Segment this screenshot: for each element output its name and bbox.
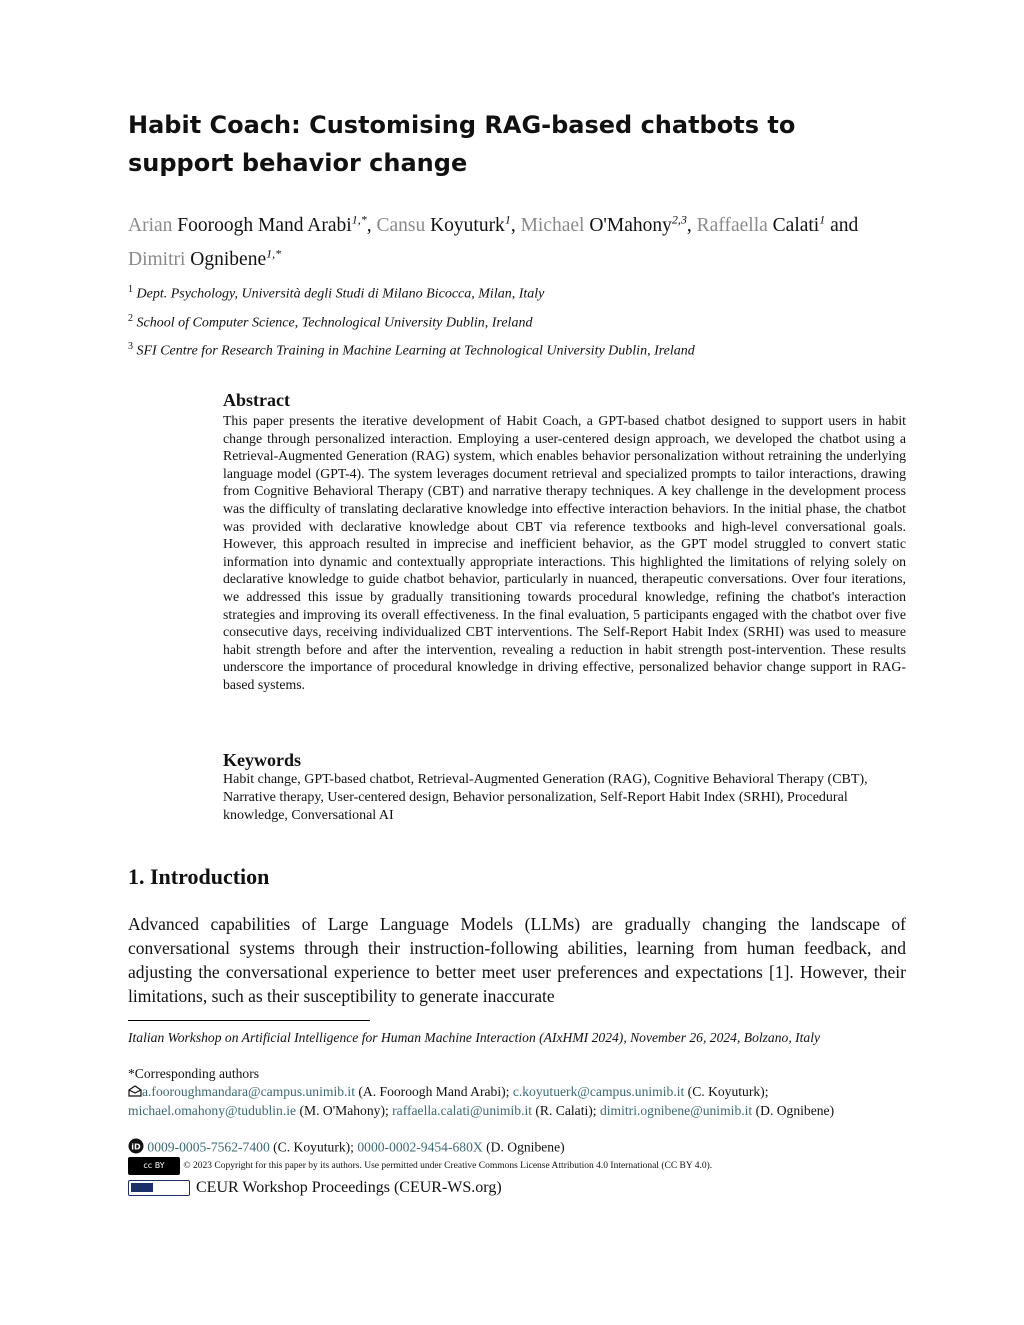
- footnote-copyright: [128, 1156, 908, 1175]
- orcid-link-ognibene[interactable]: 0000-0002-9454-680X: [357, 1139, 483, 1155]
- cc-by-license-icon: cc BY: [128, 1157, 180, 1175]
- ceur-logo-icon: [128, 1180, 190, 1196]
- svg-text:iD: iD: [131, 1142, 141, 1152]
- abstract-heading: Abstract: [223, 390, 290, 410]
- introduction-text: Advanced capabilities of Large Language Models (LLMs) are gradually changing the landscape of conversational systems through their instruction-following abilities, learning from human feedback, and adjusting the conversational experience to better meet user preferences and expectations [1]. However, their limitations, such as their susceptibility to generate inaccurate: [128, 914, 906, 1006]
- footnote-ceur: [128, 1178, 908, 1197]
- author-1: Arian Fooroogh Mand Arabi$^{1,*}$,: [128, 212, 377, 236]
- author-5: Dimitri Ognibene$^{1,*}$: [128, 246, 282, 270]
- author-2: Cansu Koyuturk$^1$,: [376, 212, 521, 236]
- keywords-text: Habit change, GPT-based chatbot, Retrieval-Augmented Generation (RAG), Cognitive Behavioral Therapy (CBT), Narrative therapy, User-centered design, Behavior personalization, Self-Report Habit Index (SRHI), Procedural knowledge, Conversational AI: [223, 772, 868, 823]
- affiliation-1: $^1$ Dept. Psychology, Università degli Studi di Milano Bicocca, Milan, Italy: [128, 284, 545, 302]
- email-link-ognibene[interactable]: dimitri.ognibene@unimib.it: [599, 1102, 753, 1118]
- footnote-orcids: iD 0009-0005-7562-7400 (C. Koyuturk); 0000-0002-9454-680X (D. Ognibene): [128, 1138, 908, 1159]
- author-3: Michael O'Mahony$^{2,3}$,: [520, 212, 697, 236]
- copyright-text: © 2023 Copyright for this paper by its authors. Use permitted under Creative Commons License Attribution 4.0 International (CC BY 4.0).: [183, 1160, 713, 1171]
- footnote-divider: [128, 1020, 370, 1021]
- email-link-fooroogh[interactable]: a.fooroughmandara@campus.unimib.it: [142, 1084, 355, 1099]
- email-link-calati[interactable]: raffaella.calati@unimib.it: [392, 1102, 532, 1118]
- footnote-emails: a.fooroughmandara@campus.unimib.it (A. Fooroogh Mand Arabi); c.koyutuerk@campus.unimib.it (C. Koyuturk); michael.omahony@tudublin.ie (M. O'Mahony); raffaella.calati@unimib.it (R. Calati); dimitri.ognibene@unimib.it (D. Ognibene): [128, 1084, 835, 1118]
- affiliations: [128, 278, 908, 364]
- section-heading-introduction: 1. Introduction: [128, 864, 270, 889]
- ceur-proceedings-text: CEUR Workshop Proceedings (CEUR-WS.org): [196, 1178, 502, 1196]
- author-list: [128, 205, 918, 274]
- affiliation-3: $^3$ SFI Centre for Research Training in Machine Learning at Technological University Dublin, Ireland: [128, 341, 695, 359]
- affiliation-2: $^2$ School of Computer Science, Technological University Dublin, Ireland: [128, 312, 533, 331]
- footnote-venue: Italian Workshop on Artificial Intelligence for Human Machine Interaction (AIxHMI 2024), November 26, 2024, Bolzano, Italy: [128, 1030, 821, 1045]
- envelope-icon: [128, 1084, 142, 1102]
- paper-title: Habit Coach: Customising RAG-based chatbots to support behavior change: [128, 111, 796, 177]
- abstract-text: This paper presents the iterative development of Habit Coach, a GPT-based chatbot designed to support users in habit change through personalized interaction. Employing a user-centered design approach, we developed the chatbot using a Retrieval-Augmented Generation (RAG) system, which enables behavior personalization without retraining the underlying language model (GPT-4). The system leverages document retrieval and specialized prompts to tailor interactions, drawing from Cognitive Behavioral Therapy (CBT) and narrative therapy techniques. A key challenge in the development process was the difficulty of translating declarative knowledge into effective interaction behaviors. In the initial phase, the chatbot was provided with declarative knowledge about CBT via reference textbooks and high-level conversational goals. However, this approach resulted in imprecise and inefficient behavior, as the GPT model struggled to convert static information into dynamic and contextually appropriate interactions. This highlighted the limitations of relying solely on declarative knowledge to guide chatbot behavior, particularly in nuanced, therapeutic conversations. Over four iterations, we addressed this issue by gradually transitioning towards procedural knowledge, refining the chatbot's interaction strategies and improving its overall effectiveness. In the final evaluation, 5 participants engaged with the chatbot over five consecutive days, receiving individualized CBT interventions. The Self-Report Habit Index (SRHI) was used to measure habit strength before and after the intervention, revealing a reduction in habit strength post-intervention. These results underscore the importance of procedural knowledge in driving effective, personalized behavior change support in RAG-based systems.: [223, 413, 906, 692]
- email-link-koyuturk[interactable]: c.koyutuerk@campus.unimib.it: [512, 1084, 685, 1099]
- keywords-heading: Keywords: [223, 750, 301, 770]
- email-link-omahony[interactable]: michael.omahony@tudublin.ie: [128, 1102, 297, 1118]
- author-4: Raffaella Calati$^1$ and: [696, 212, 859, 236]
- footnote-corresponding: *Corresponding authors: [128, 1066, 260, 1081]
- orcid-link-koyuturk[interactable]: 0009-0005-7562-7400: [147, 1139, 270, 1155]
